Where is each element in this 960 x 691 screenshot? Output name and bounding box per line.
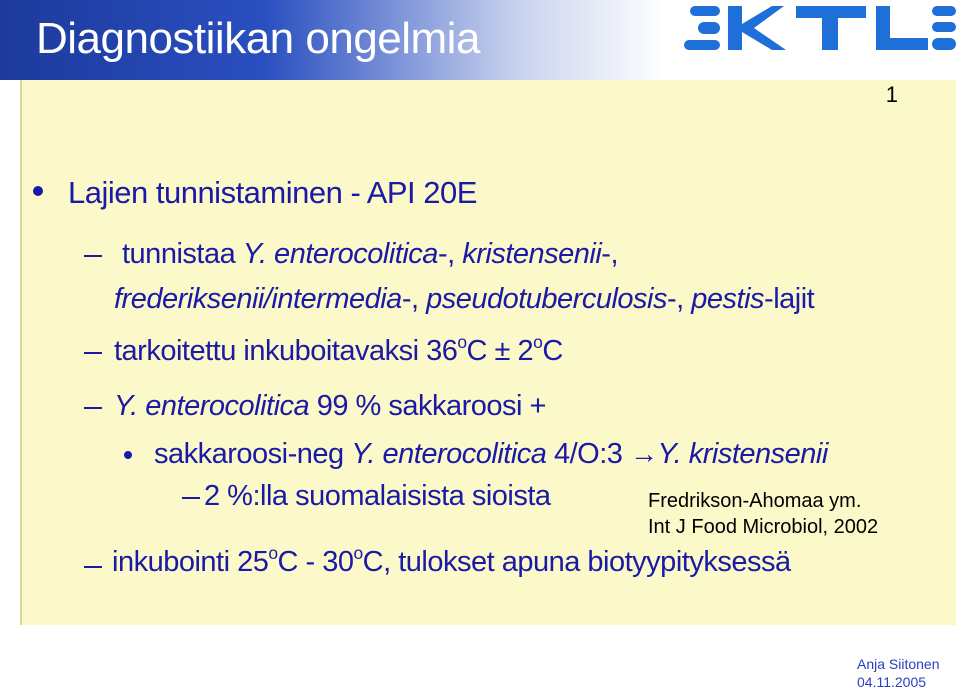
degree-sup: o [457,331,467,352]
text-segment: sakkaroosi-neg [154,438,352,470]
text-segment: -lajit [764,283,815,315]
degree-sup: o [268,542,278,563]
species-name: Y. enterocolitica [242,238,438,270]
bullet-lajien-tunnistaminen: Lajien tunnistaminen - API 20E [68,175,477,210]
text-segment: -, [601,238,618,270]
ktl-logo [680,2,960,60]
text-segment: C - 30 [277,546,354,578]
species-name: Y. enterocolitica [351,438,547,470]
species-name: Y. enterocolitica [114,390,310,422]
line-inkubointi [112,542,791,579]
dash-marker [84,566,102,568]
text-segment: tarkoitettu inkuboitavaksi 36 [114,335,458,367]
text-segment: 99 % sakkaroosi + [309,390,546,422]
text-segment: -, [666,283,692,315]
dash-marker [84,407,102,409]
degree-sup: o [533,331,543,352]
bullet-dot [124,451,132,459]
text-segment: -, [437,238,463,270]
arrow-right-icon: → [629,438,658,469]
dash-marker [182,497,200,499]
text-segment: 4/O:3 [546,438,630,470]
presentation-date: 04.11.2005 [857,674,927,690]
reference-authors: Fredrikson-Ahomaa ym. [648,490,862,512]
bullet-dot [33,186,43,196]
slide-number: 1 [885,82,898,107]
degree-sup: o [353,542,363,563]
species-name: kristensenii [462,238,602,270]
species-name: Y. kristensenii [657,438,828,470]
title-band [0,0,665,80]
dash-marker [84,352,102,354]
dash-marker [84,255,102,257]
species-name: frederiksenii/intermedia [114,283,402,315]
line-suomalaisista-sioista: 2 %:lla suomalaisista sioista [204,480,551,512]
line-tunnistaa [122,238,618,271]
text-segment: C, tulokset apuna biotyypityksessä [362,546,791,578]
line-sakkaroosi-neg [154,438,828,471]
line-sakkaroosi-plus [114,390,546,423]
text-segment: inkubointi 25 [112,546,269,578]
species-name: pseudotuberculosis [426,283,667,315]
page-title: Diagnostiikan ongelmia [36,14,480,63]
species-name: pestis [691,283,765,315]
text-segment: tunnistaa [122,238,236,270]
line-inkuboitavaksi [114,331,563,368]
text-segment: -, [401,283,427,315]
line-species-list [114,283,814,316]
reference-journal: Int J Food Microbiol, 2002 [648,516,879,538]
author-name: Anja Siitonen [857,656,940,672]
text-segment: C [542,335,563,367]
text-segment: C ± 2 [466,335,534,367]
